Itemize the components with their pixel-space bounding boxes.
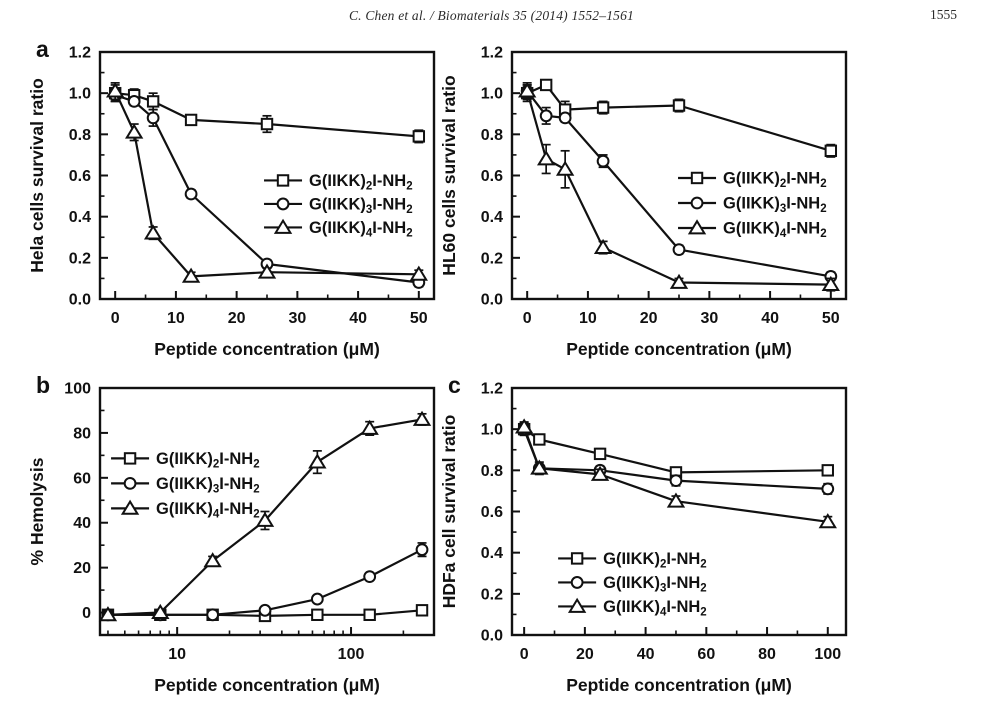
circle-marker: [278, 199, 289, 210]
square-marker: [823, 465, 833, 475]
square-marker: [595, 449, 605, 459]
y-tick-label: 1.0: [480, 421, 503, 439]
circle-marker: [692, 198, 703, 209]
y-tick-label: 0.4: [480, 209, 503, 227]
x-tick-label: 20: [227, 310, 246, 327]
square-marker: [541, 80, 551, 90]
x-tick-label: 10: [168, 646, 187, 663]
legend-label: $G(IIKK)_4I-NH_2$: [603, 597, 707, 619]
page-number: 1555: [930, 7, 957, 22]
legend: [264, 172, 413, 240]
triangle-marker: [310, 455, 325, 467]
y-tick-label: 0.6: [480, 168, 503, 185]
y-tick-label: 1.0: [480, 85, 503, 103]
y-tick-label: 0.4: [480, 545, 503, 563]
x-axis: [520, 627, 842, 663]
series-line: [527, 85, 831, 151]
x-tick-label: 0: [110, 310, 120, 327]
x-tick-label: 0: [522, 310, 532, 327]
circle-marker: [312, 594, 323, 605]
y-tick-label: 0.6: [68, 168, 91, 185]
x-tick-label: 0: [519, 646, 529, 663]
y-axis-title: HDFa cell survival ratio: [440, 414, 459, 609]
x-axis-title: Peptide concentration (μM): [154, 675, 380, 695]
y-tick-label: 1.2: [480, 44, 503, 62]
circle-marker: [364, 571, 375, 582]
y-tick-label: 0.0: [480, 627, 503, 645]
plot-svg: [440, 372, 860, 707]
series-circle: [519, 424, 833, 494]
legend-label: $G(IIKK)_2I-NH_2$: [309, 171, 413, 193]
square-marker: [262, 119, 272, 129]
x-axis: [523, 291, 840, 327]
legend-label: $G(IIKK)_4I-NH_2$: [156, 499, 260, 521]
square-marker: [417, 605, 427, 615]
y-tick-label: 100: [64, 380, 91, 398]
legend-label: $G(IIKK)_4I-NH_2$: [309, 218, 413, 240]
square-marker: [278, 175, 288, 185]
x-axis-title: Peptide concentration (μM): [566, 339, 792, 359]
y-tick-label: 0.0: [480, 291, 503, 309]
x-tick-label: 100: [814, 646, 842, 663]
square-marker: [148, 96, 158, 106]
circle-marker: [207, 609, 218, 620]
square-marker: [572, 553, 582, 563]
x-tick-label: 50: [821, 310, 840, 327]
triangle-marker: [558, 163, 573, 175]
legend-label: $G(IIKK)_3I-NH_2$: [156, 474, 260, 496]
y-tick-label: 1.2: [480, 380, 503, 398]
x-tick-label: 10: [167, 310, 185, 327]
circle-marker: [572, 577, 583, 588]
y-tick-label: 0.2: [480, 250, 503, 268]
square-marker: [312, 610, 322, 620]
y-tick-label: 0.6: [480, 504, 503, 521]
triangle-marker: [415, 413, 430, 425]
plot-svg: [28, 372, 448, 707]
circle-marker: [541, 110, 552, 121]
square-marker: [534, 434, 544, 444]
circle-marker: [822, 483, 833, 494]
legend: [111, 450, 260, 521]
x-axis-title: Peptide concentration (μM): [566, 675, 792, 695]
x-tick-label: 30: [288, 310, 307, 327]
y-axis: [481, 381, 520, 645]
x-axis: [111, 291, 428, 327]
plot-svg: [28, 36, 448, 371]
y-tick-label: 1.0: [68, 85, 91, 103]
panel-letter-b: b: [36, 372, 51, 398]
circle-marker: [671, 475, 682, 486]
series-line: [524, 429, 828, 472]
y-axis-title: % Hemolysis: [28, 457, 47, 566]
legend-label: $G(IIKK)_3I-NH_2$: [723, 194, 827, 215]
circle-marker: [260, 605, 271, 616]
chart-hela-survival: [28, 36, 448, 371]
journal-header: [0, 7, 983, 25]
y-tick-label: 0.8: [480, 126, 503, 144]
circle-marker: [598, 156, 609, 167]
panel-letter-a: a: [36, 36, 49, 62]
square-marker: [414, 131, 424, 141]
square-marker: [674, 100, 684, 110]
panel-letter-c: c: [448, 372, 461, 398]
y-tick-label: 1.2: [68, 44, 91, 62]
x-tick-label: 30: [700, 310, 719, 327]
x-tick-label: 20: [639, 310, 658, 327]
legend-label: $G(IIKK)_2I-NH_2$: [723, 169, 827, 190]
y-tick-label: 0.8: [480, 462, 503, 480]
x-tick-label: 80: [758, 646, 776, 663]
circle-marker: [417, 544, 428, 555]
circle-marker: [674, 244, 685, 255]
square-marker: [364, 610, 374, 620]
y-axis-title: Hela cells survival ratio: [28, 78, 47, 273]
chart-hemolysis: [28, 372, 448, 707]
y-axis-title: HL60 cells survival ratio: [440, 75, 459, 276]
circle-marker: [148, 112, 159, 123]
legend: [558, 550, 707, 619]
y-tick-label: 0.4: [68, 209, 91, 227]
plot-svg: [440, 36, 860, 371]
y-axis: [481, 45, 520, 309]
x-tick-label: 40: [636, 646, 655, 663]
y-tick-label: 0.2: [68, 250, 91, 268]
circle-marker: [129, 96, 140, 107]
triangle-marker: [127, 125, 142, 137]
y-axis: [69, 45, 108, 309]
circle-marker: [186, 189, 197, 200]
y-tick-label: 60: [73, 470, 91, 488]
square-marker: [692, 173, 702, 183]
y-tick-label: 0.8: [68, 126, 91, 144]
chart-hl60-survival: [440, 36, 860, 371]
circle-marker: [560, 112, 571, 123]
legend-label: $G(IIKK)_3I-NH_2$: [603, 573, 707, 595]
x-tick-label: 40: [349, 310, 367, 327]
legend-label: $G(IIKK)_2I-NH_2$: [603, 549, 707, 571]
square-marker: [186, 115, 196, 125]
triangle-marker: [539, 152, 554, 164]
x-tick-label: 50: [409, 310, 428, 327]
series-triangle: [101, 413, 430, 621]
x-tick-label: 40: [761, 310, 779, 327]
x-tick-label: 20: [575, 646, 594, 663]
y-tick-label: 0.0: [68, 291, 91, 309]
legend-label: $G(IIKK)_2I-NH_2$: [156, 449, 260, 471]
x-tick-label: 60: [697, 646, 716, 663]
square-marker: [125, 453, 135, 463]
legend: [678, 169, 827, 240]
legend-label: $G(IIKK)_3I-NH_2$: [309, 195, 413, 216]
square-marker: [598, 102, 608, 112]
y-tick-label: 0: [82, 605, 91, 623]
triangle-marker: [146, 226, 161, 238]
series-circle: [103, 543, 428, 620]
y-axis: [64, 381, 108, 623]
y-tick-label: 80: [73, 425, 91, 443]
x-axis-title: Peptide concentration (μM): [154, 339, 380, 359]
y-tick-label: 0.2: [480, 586, 503, 604]
legend-label: $G(IIKK)_4I-NH_2$: [723, 219, 827, 240]
x-axis: [108, 627, 403, 663]
y-tick-label: 20: [73, 560, 91, 578]
x-tick-label: 100: [337, 646, 365, 663]
square-marker: [826, 146, 836, 156]
y-tick-label: 40: [73, 515, 91, 533]
triangle-marker: [596, 241, 611, 253]
chart-hdfa-survival: [440, 372, 860, 707]
x-tick-label: 10: [579, 310, 597, 327]
citation-text: C. Chen et al. / Biomaterials 35 (2014) 1552–1561: [348, 8, 635, 23]
circle-marker: [125, 478, 136, 489]
